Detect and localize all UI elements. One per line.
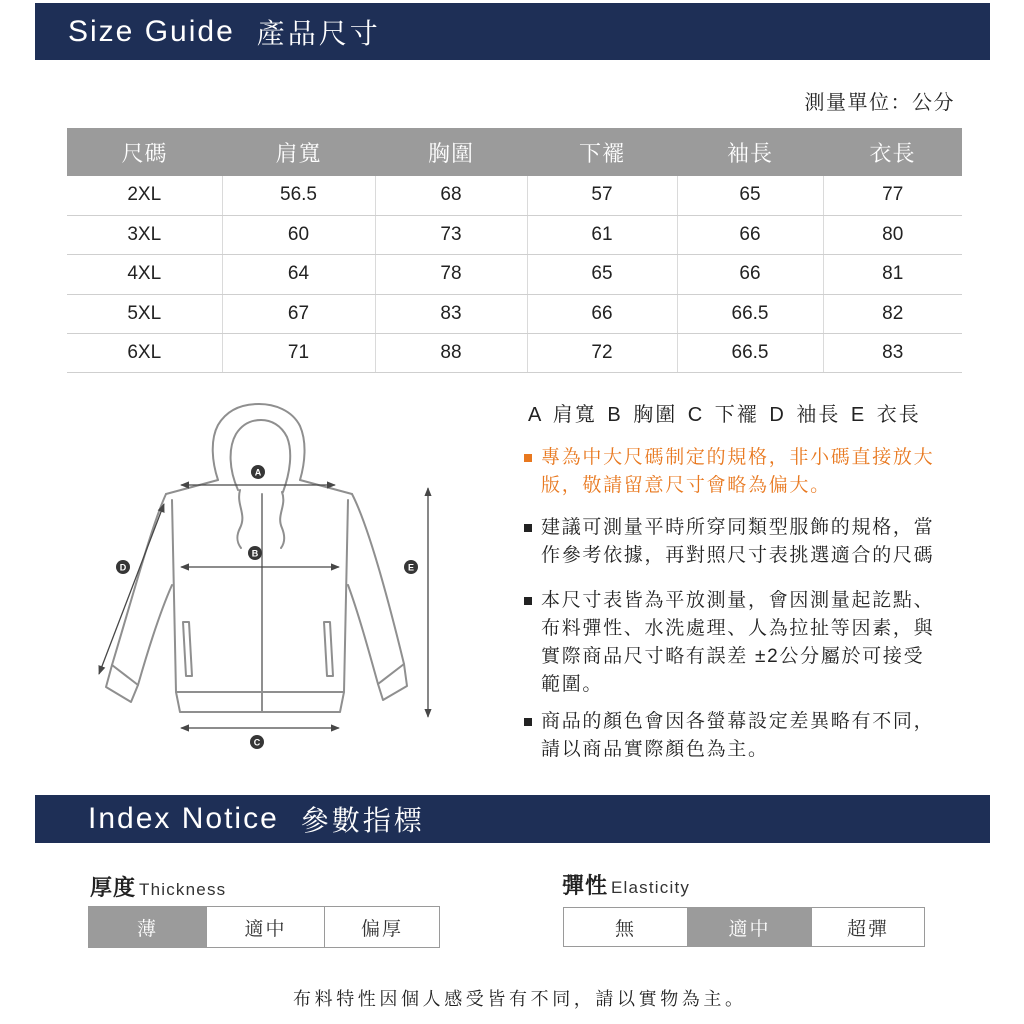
thickness-option-medium: 適中 [206,907,324,947]
square-bullet-icon [524,718,532,726]
marker-e-label: E [407,562,415,573]
cell-length: 83 [823,334,962,373]
thickness-scale [88,906,440,948]
pocket-right [324,622,333,676]
size-table [67,128,962,373]
note-line: 建議可測量平時所穿同類型服飾的規格，當 [541,517,935,538]
elasticity-option-none: 無 [614,918,636,940]
square-bullet-icon [524,597,532,605]
elasticity-label-zh: 彈性 [562,873,609,898]
elasticity-option-medium: 適中 [687,908,811,946]
thickness-option-thin: 薄 [89,907,206,947]
marker-d-label: D [119,562,127,573]
column-header-chest: 胸圍 [375,128,527,176]
cell-hem: 66 [527,294,677,333]
note-line: 版，敬請留意尺寸會略為偏大。 [541,475,831,496]
cell-size: 2XL [67,176,222,215]
marker-e [404,560,418,574]
cell-hem: 61 [527,215,677,254]
note-item [524,587,934,699]
note-line: 範圍。 [541,674,604,695]
cell-chest: 68 [375,176,527,215]
size-guide-banner [35,3,990,60]
sleeve-left [106,494,172,702]
size-guide-title-zh: 產品尺寸 [256,17,381,49]
elasticity-option-super: 超彈 [811,908,924,946]
elasticity-scale [563,907,925,947]
cell-length: 81 [823,255,962,294]
column-header-length: 衣長 [823,128,962,176]
marker-b [248,546,262,560]
pocket-left [183,622,192,676]
note-line: 專為中大尺碼制定的規格，非小碼直接放大 [541,447,935,468]
cell-shoulder: 60 [222,215,375,254]
table-row [67,334,962,373]
thickness-label-zh: 厚度 [90,875,137,900]
table-row [67,176,962,215]
cell-length: 77 [823,176,962,215]
hoodie-measurement-diagram [90,395,450,770]
marker-c [250,735,264,749]
elasticity-label [562,869,690,900]
cell-length: 82 [823,294,962,333]
cell-hem: 57 [527,176,677,215]
cuff-right-rib [378,664,404,684]
index-notice-title-en: Index Notice [88,802,279,835]
cell-chest: 83 [375,294,527,333]
square-bullet-icon [524,524,532,532]
marker-c-label: C [253,737,261,748]
cell-hem: 72 [527,334,677,373]
note-item [524,514,934,570]
cell-length: 80 [823,215,962,254]
table-row [67,294,962,333]
cell-size: 6XL [67,334,222,373]
note-line: 作參考依據，再對照尺寸表挑選適合的尺碼 [541,545,935,566]
arrow-sleeve-d [99,504,164,674]
column-header-hem: 下襬 [527,128,677,176]
marker-a-label: A [254,467,262,478]
cell-shoulder: 71 [222,334,375,373]
cell-size: 4XL [67,255,222,294]
cell-chest: 78 [375,255,527,294]
cuff-left-rib [112,665,138,685]
note-line: 商品的顏色會因各螢幕設定差異略有不同， [541,711,935,732]
marker-b-label: B [251,548,259,559]
column-header-size: 尺碼 [67,128,222,176]
note-item [524,708,934,764]
cell-sleeve: 66.5 [677,294,823,333]
square-bullet-icon [524,454,532,462]
column-header-sleeve: 袖長 [677,128,823,176]
note-line: 實際商品尺寸略有誤差 ±2公分屬於可接受 [541,646,925,667]
thickness-option-thick: 偏厚 [324,907,439,947]
cell-size: 5XL [67,294,222,333]
index-notice-banner [35,795,990,843]
body [172,500,348,712]
drawstring-right [280,492,284,548]
shoulder-left [166,480,218,494]
size-guide-title-en: Size Guide [68,14,235,48]
measurement-legend: A 肩寬 B 胸圍 C 下襬 D 袖長 E 衣長 [528,404,921,426]
cell-shoulder: 67 [222,294,375,333]
column-header-shoulder: 肩寬 [222,128,375,176]
table-row [67,215,962,254]
cell-chest: 73 [375,215,527,254]
note-line: 布料彈性、水洗處理、人為拉扯等因素，與 [541,618,935,639]
table-row [67,255,962,294]
note-line: 請以商品實際顏色為主。 [541,739,769,760]
thickness-label-en: Thickness [139,880,227,899]
note-line: 本尺寸表皆為平放測量，會因測量起訖點、 [541,590,935,611]
thickness-label [90,871,226,902]
cell-sleeve: 65 [677,176,823,215]
marker-d [116,560,130,574]
elasticity-label-en: Elasticity [611,878,691,897]
cell-hem: 65 [527,255,677,294]
marker-a [251,465,265,479]
measurement-unit-label: 測量單位：公分 [804,92,955,114]
cell-sleeve: 66.5 [677,334,823,373]
cell-size: 3XL [67,215,222,254]
drawstring-left [237,490,242,548]
cell-sleeve: 66 [677,215,823,254]
cell-shoulder: 64 [222,255,375,294]
shoulder-right [300,480,352,494]
cell-shoulder: 56.5 [222,176,375,215]
hood-opening [231,420,291,492]
note-item [524,444,934,500]
table-header-row [67,128,962,176]
cell-chest: 88 [375,334,527,373]
index-notice-title-zh: 參數指標 [300,805,425,836]
cell-sleeve: 66 [677,255,823,294]
fabric-disclaimer: 布料特性因個人感受皆有不同，請以實物為主。 [293,989,747,1009]
